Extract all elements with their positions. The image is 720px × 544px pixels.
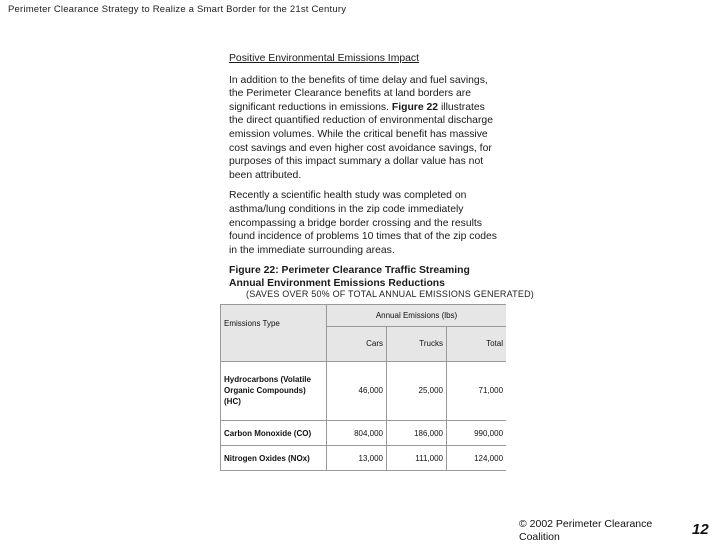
- emissions-table: [220, 304, 506, 471]
- cell-co-trucks: 186,000: [387, 421, 447, 446]
- copyright-notice: © 2002 Perimeter Clearance Coalition: [519, 518, 653, 543]
- cell-hc-total: 71,000: [447, 361, 507, 420]
- row-label-hc: [221, 361, 327, 420]
- header-total: Total: [447, 326, 507, 361]
- cell-hc-trucks: 25,000: [387, 361, 447, 420]
- header-trucks: Trucks: [387, 326, 447, 361]
- paragraph-emissions: [229, 74, 501, 183]
- paragraph-emissions-text-a: In addition to the benefits of time delay and fuel savings, the Perimeter Clearance benefits at land borders are significant reductions in emissions.: [229, 74, 488, 113]
- table-row: [221, 446, 507, 471]
- figure-reference: Figure 22: [391, 101, 439, 113]
- header-annual-emissions: Annual Emissions (lbs): [327, 305, 507, 327]
- section-title: Positive Environmental Emissions Impact: [229, 53, 419, 64]
- row-label-hc-line2: Organic Compounds) (HC): [224, 386, 306, 407]
- emissions-table-container: [220, 304, 506, 471]
- cell-co-cars: 804,000: [327, 421, 387, 446]
- figure-caption: Figure 22: Perimeter Clearance Traffic Streaming Annual Environment Emissions Reductions: [229, 265, 470, 290]
- cell-nox-trucks: 111,000: [387, 446, 447, 471]
- cell-co-total: 990,000: [447, 421, 507, 446]
- cell-nox-total: 124,000: [447, 446, 507, 471]
- row-label-co: Carbon Monoxide (CO): [221, 421, 327, 446]
- header-emissions-type: Emissions Type: [221, 305, 327, 362]
- paragraph-health-study: Recently a scientific health study was completed on asthma/lung conditions in the zip code immediately encompassing a bridge border crossing and the results found incidence of problems 10 times that of the zip codes in the immediate surrounding areas.: [229, 190, 498, 256]
- table-header-row: [221, 305, 507, 327]
- row-label-hc-line1: Hydrocarbons (Volatile: [224, 375, 311, 385]
- header-cars: Cars: [327, 326, 387, 361]
- row-label-nox: Nitrogen Oxides (NOx): [221, 446, 327, 471]
- table-row: [221, 361, 507, 420]
- page-number: 12: [692, 521, 709, 538]
- saves-note: (SAVES OVER 50% OF TOTAL ANNUAL EMISSIONS GENERATED): [246, 289, 534, 299]
- cell-nox-cars: 13,000: [327, 446, 387, 471]
- cell-hc-cars: 46,000: [327, 361, 387, 420]
- document-body: [229, 52, 501, 290]
- document-header: Perimeter Clearance Strategy to Realize a Smart Border for the 21st Century: [8, 4, 347, 15]
- paragraph-emissions-text-b: illustrates the direct quantified reduction of environmental discharge emission volumes. While the critical benefit has massive cost savings and even higher cost avoidance savings, for purposes of this impact summary a dollar value has not been attributed.: [229, 101, 493, 181]
- table-row: [221, 421, 507, 446]
